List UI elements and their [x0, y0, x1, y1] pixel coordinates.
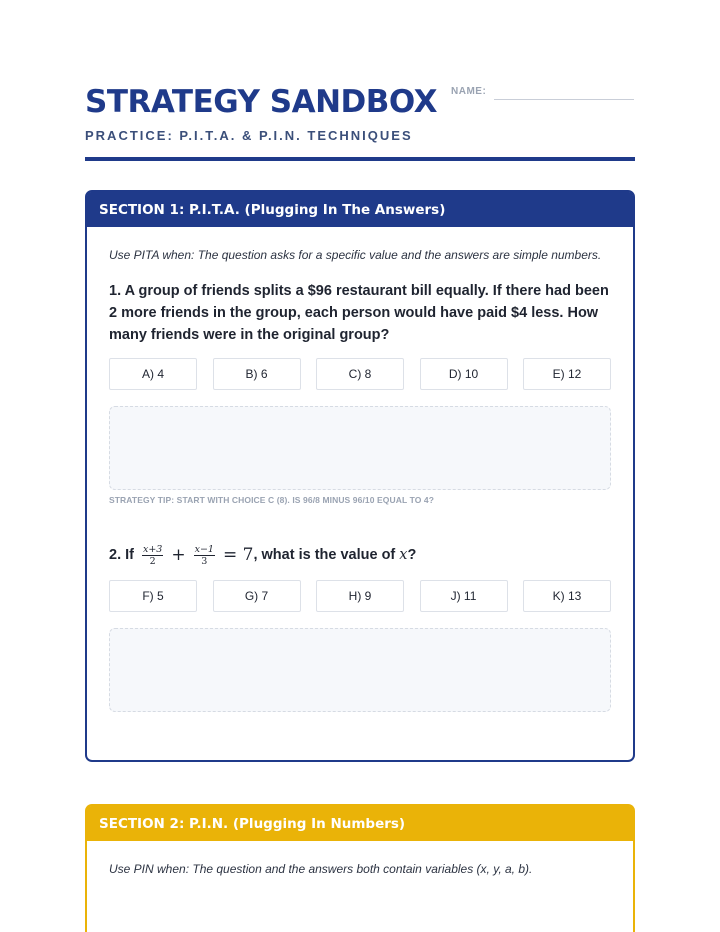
- choice-c[interactable]: C) 8: [316, 358, 404, 390]
- question-1: 1. A group of friends splits a $96 restaurant bill equally. If there had been 2 more friends in the group, each person would have paid $4 less. How many friends were in the original group?: [109, 283, 609, 343]
- q2-suffix: , what is the value of: [253, 547, 396, 563]
- name-field: [451, 86, 634, 100]
- usage-note: Use PITA when: The question asks for a specific value and the answers are simple numbers.: [109, 248, 602, 262]
- choice-g[interactable]: G) 7: [213, 580, 301, 612]
- header-divider: [85, 157, 635, 161]
- question-2: [109, 541, 611, 569]
- choice-j[interactable]: J) 11: [420, 580, 508, 612]
- page-subtitle: PRACTICE: P.I.T.A. & P.I.N. TECHNIQUES: [85, 128, 413, 143]
- fraction-2-denominator: 3: [201, 555, 208, 567]
- choice-a[interactable]: A) 4: [109, 358, 197, 390]
- section-pin: [85, 804, 635, 932]
- section-pita: [85, 190, 635, 762]
- choice-k[interactable]: K) 13: [523, 580, 611, 612]
- work-area[interactable]: [109, 628, 611, 712]
- usage-note: Use PIN when: The question and the answers both contain variables (x, y, a, b).: [109, 862, 533, 876]
- answer-choices: [109, 580, 611, 612]
- choice-b[interactable]: B) 6: [213, 358, 301, 390]
- fraction-1: [142, 544, 163, 567]
- choice-d[interactable]: D) 10: [420, 358, 508, 390]
- plus-sign: +: [171, 545, 186, 565]
- fraction-2-numerator: x−1: [194, 543, 214, 555]
- choice-h[interactable]: H) 9: [316, 580, 404, 612]
- section-heading: SECTION 2: P.I.N. (Plugging In Numbers): [87, 806, 633, 841]
- work-area[interactable]: [109, 406, 611, 490]
- name-line[interactable]: [494, 86, 634, 100]
- choice-e[interactable]: E) 12: [523, 358, 611, 390]
- fraction-1-numerator: x+3: [142, 543, 163, 555]
- choice-f[interactable]: F) 5: [109, 580, 197, 612]
- answer-choices: [109, 358, 611, 390]
- strategy-tip: STRATEGY TIP: START WITH CHOICE C (8). IS 96/8 MINUS 96/10 EQUAL TO 4?: [109, 495, 435, 505]
- equals-seven: = 7: [222, 545, 254, 565]
- variable-x: x: [399, 547, 408, 563]
- q2-end: ?: [407, 547, 417, 563]
- name-label: NAME:: [451, 86, 487, 97]
- page-title: STRATEGY SANDBOX: [85, 84, 438, 120]
- section-heading: SECTION 1: P.I.T.A. (Plugging In The Answers): [87, 192, 633, 227]
- q2-prefix: 2. If: [109, 547, 134, 563]
- fraction-2: [194, 544, 215, 567]
- fraction-1-denominator: 2: [149, 555, 156, 567]
- worksheet-header: [85, 82, 635, 143]
